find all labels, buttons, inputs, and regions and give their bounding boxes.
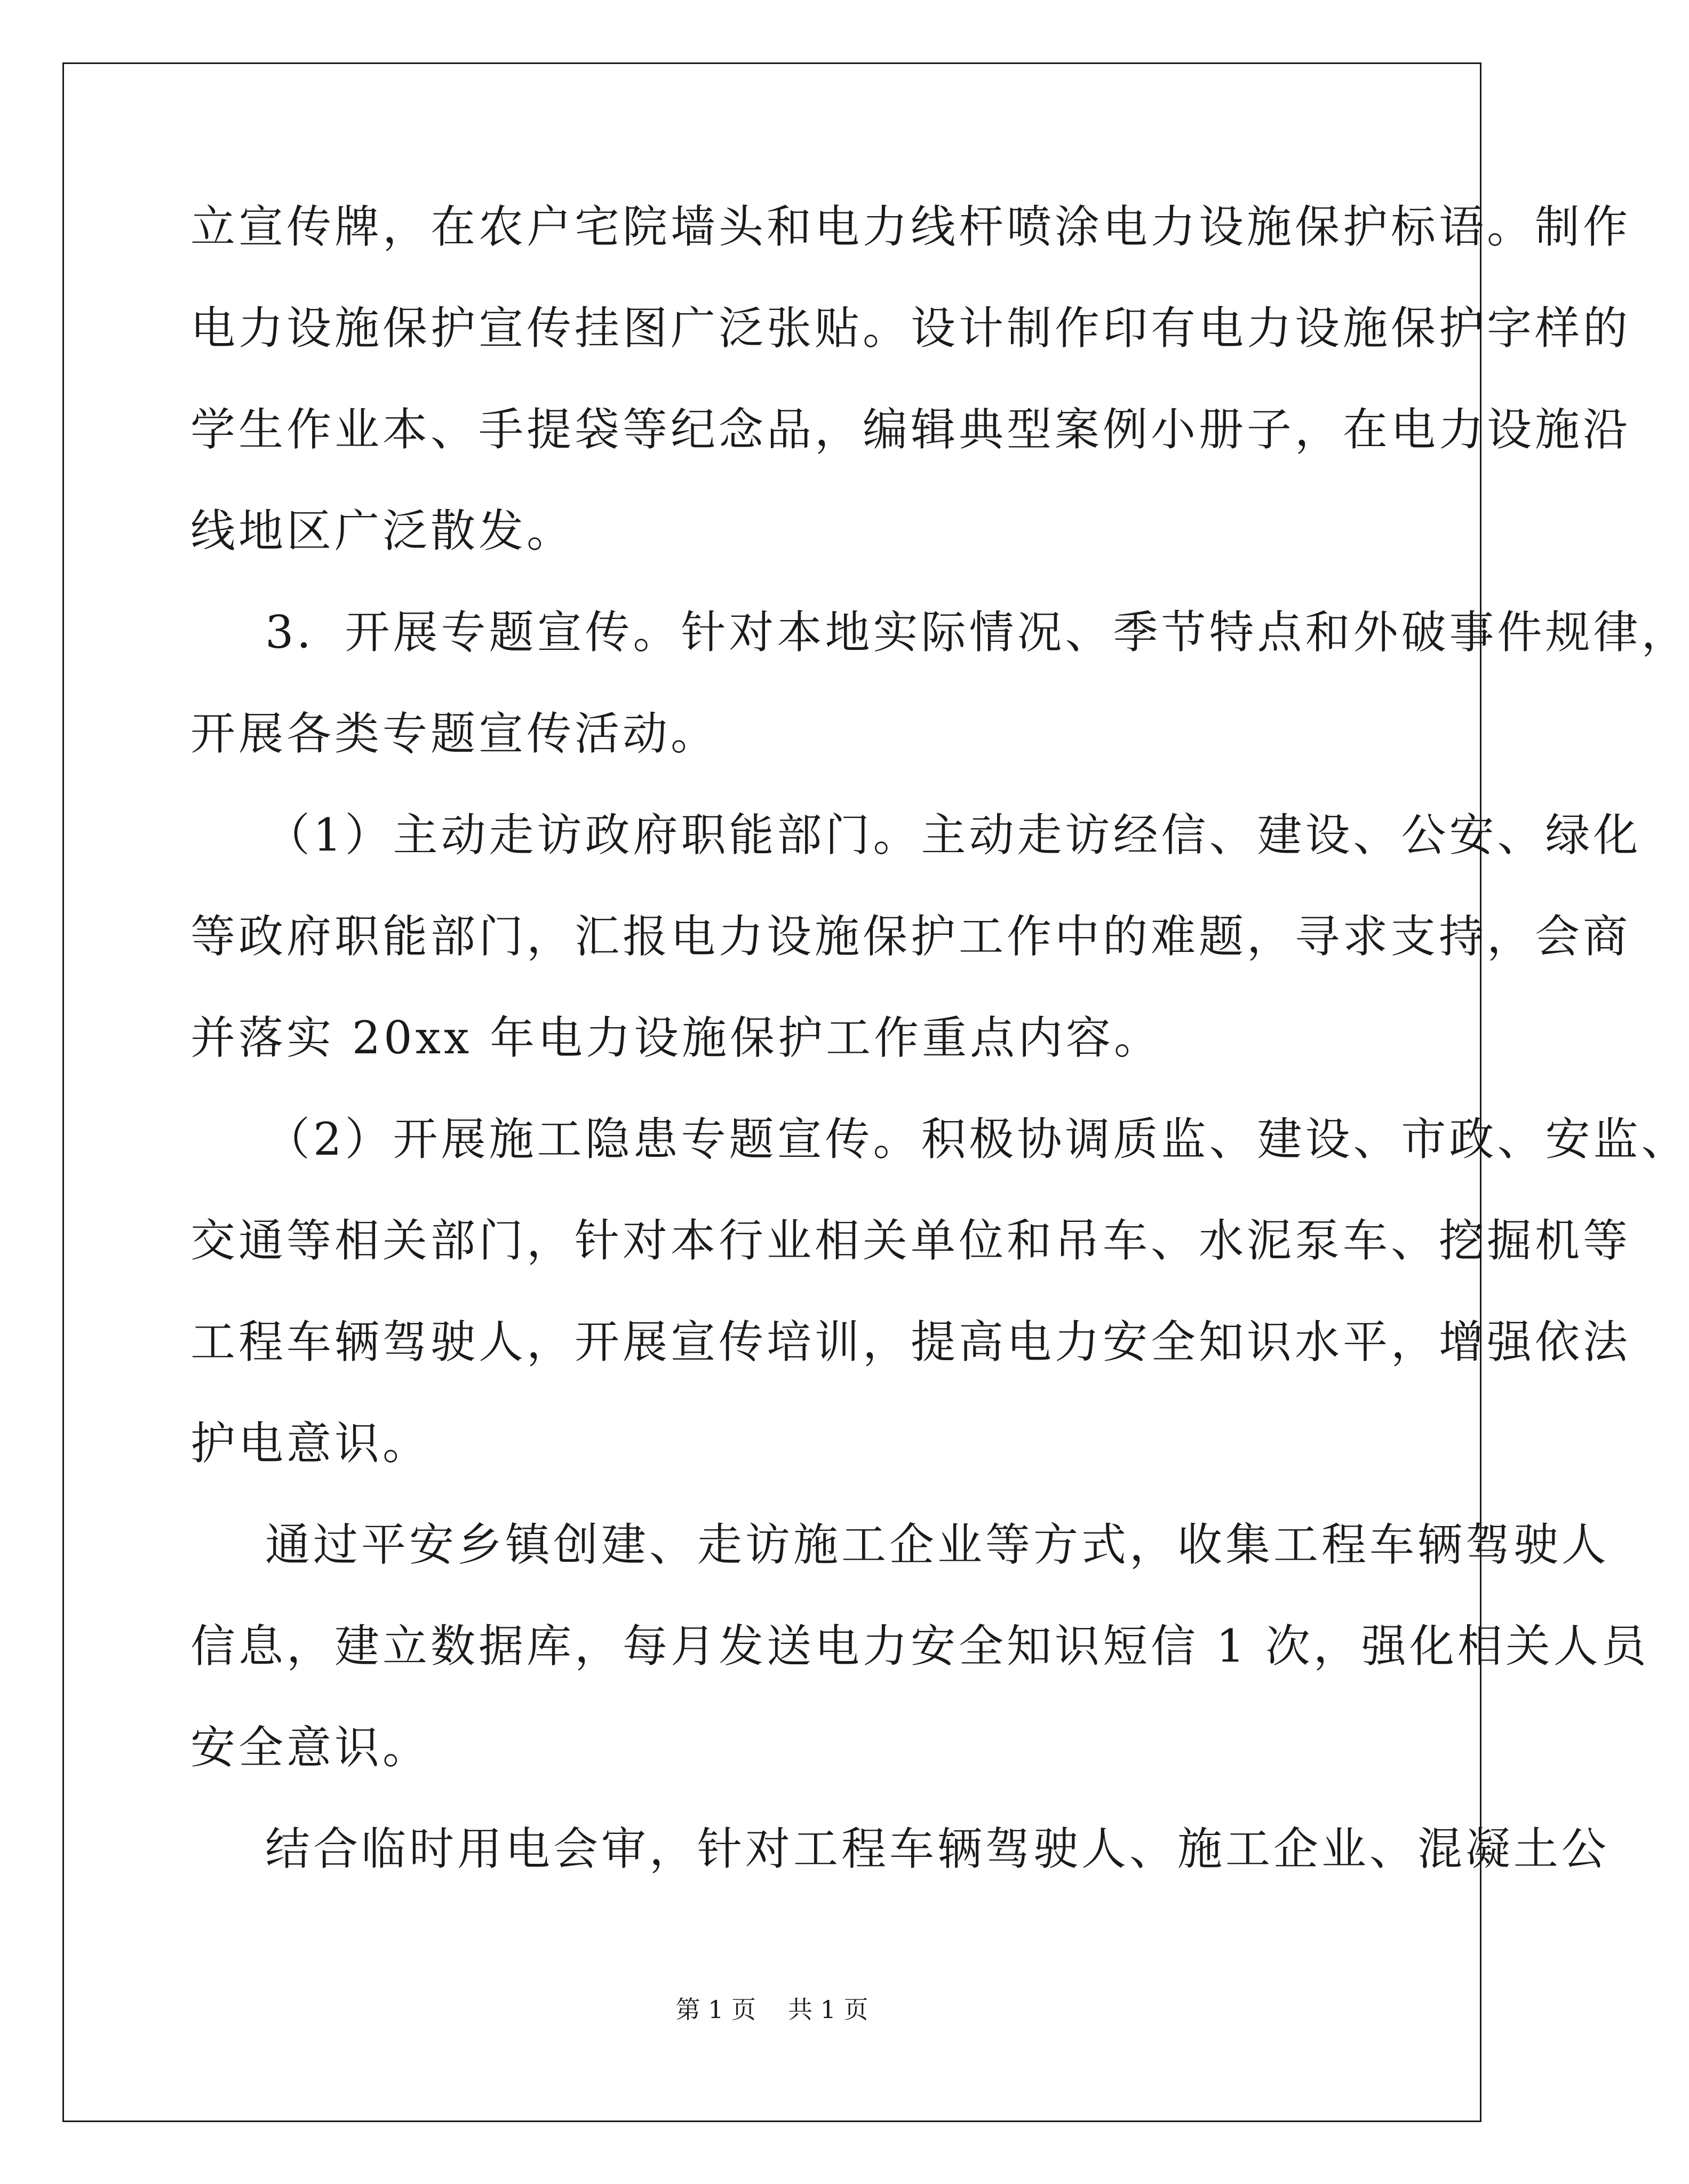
text-line: 电力设施保护宣传挂图广泛张贴。设计制作印有电力设施保护字样的 [190, 302, 1631, 354]
text-line: 线地区广泛散发。 [190, 505, 575, 557]
text-line: 信息，建立数据库，每月发送电力安全知识短信 1 次，强化相关人员 [190, 1620, 1650, 1672]
text-line: 通过平安乡镇创建、走访施工企业等方式，收集工程车辆驾驶人 [265, 1519, 1610, 1571]
text-line: 并落实 20xx 年电力设施保护工作重点内容。 [190, 1012, 1162, 1064]
page-footer [0, 1994, 1544, 2026]
text-line: （1）主动走访政府职能部门。主动走访经信、建设、公安、绿化 [265, 809, 1642, 861]
page-number-current: 第 1 页 [675, 1995, 756, 2024]
page-number-total: 共 1 页 [788, 1995, 869, 2024]
text-line: 安全意识。 [190, 1721, 431, 1774]
text-line: 学生作业本、手提袋等纪念品，编辑典型案例小册子，在电力设施沿 [190, 403, 1631, 456]
text-line: 开展各类专题宣传活动。 [190, 708, 719, 760]
text-line: 立宣传牌，在农户宅院墙头和电力线杆喷涂电力设施保护标语。制作 [190, 201, 1631, 253]
document-body [190, 195, 1689, 1918]
text-line: 结合临时用电会审，针对工程车辆驾驶人、施工企业、混凝土公 [265, 1823, 1610, 1875]
text-line: 等政府职能部门，汇报电力设施保护工作中的难题，寻求支持，会商 [190, 910, 1631, 963]
text-line: （2）开展施工隐患专题宣传。积极协调质监、建设、市政、安监、 [265, 1113, 1689, 1165]
text-line: 交通等相关部门，针对本行业相关单位和吊车、水泥泵车、挖掘机等 [190, 1214, 1631, 1267]
text-line: 3．开展专题宣传。针对本地实际情况、季节特点和外破事件规律， [265, 606, 1689, 658]
text-line: 护电意识。 [190, 1417, 431, 1470]
text-line: 工程车辆驾驶人，开展宣传培训，提高电力安全知识水平，增强依法 [190, 1316, 1631, 1368]
